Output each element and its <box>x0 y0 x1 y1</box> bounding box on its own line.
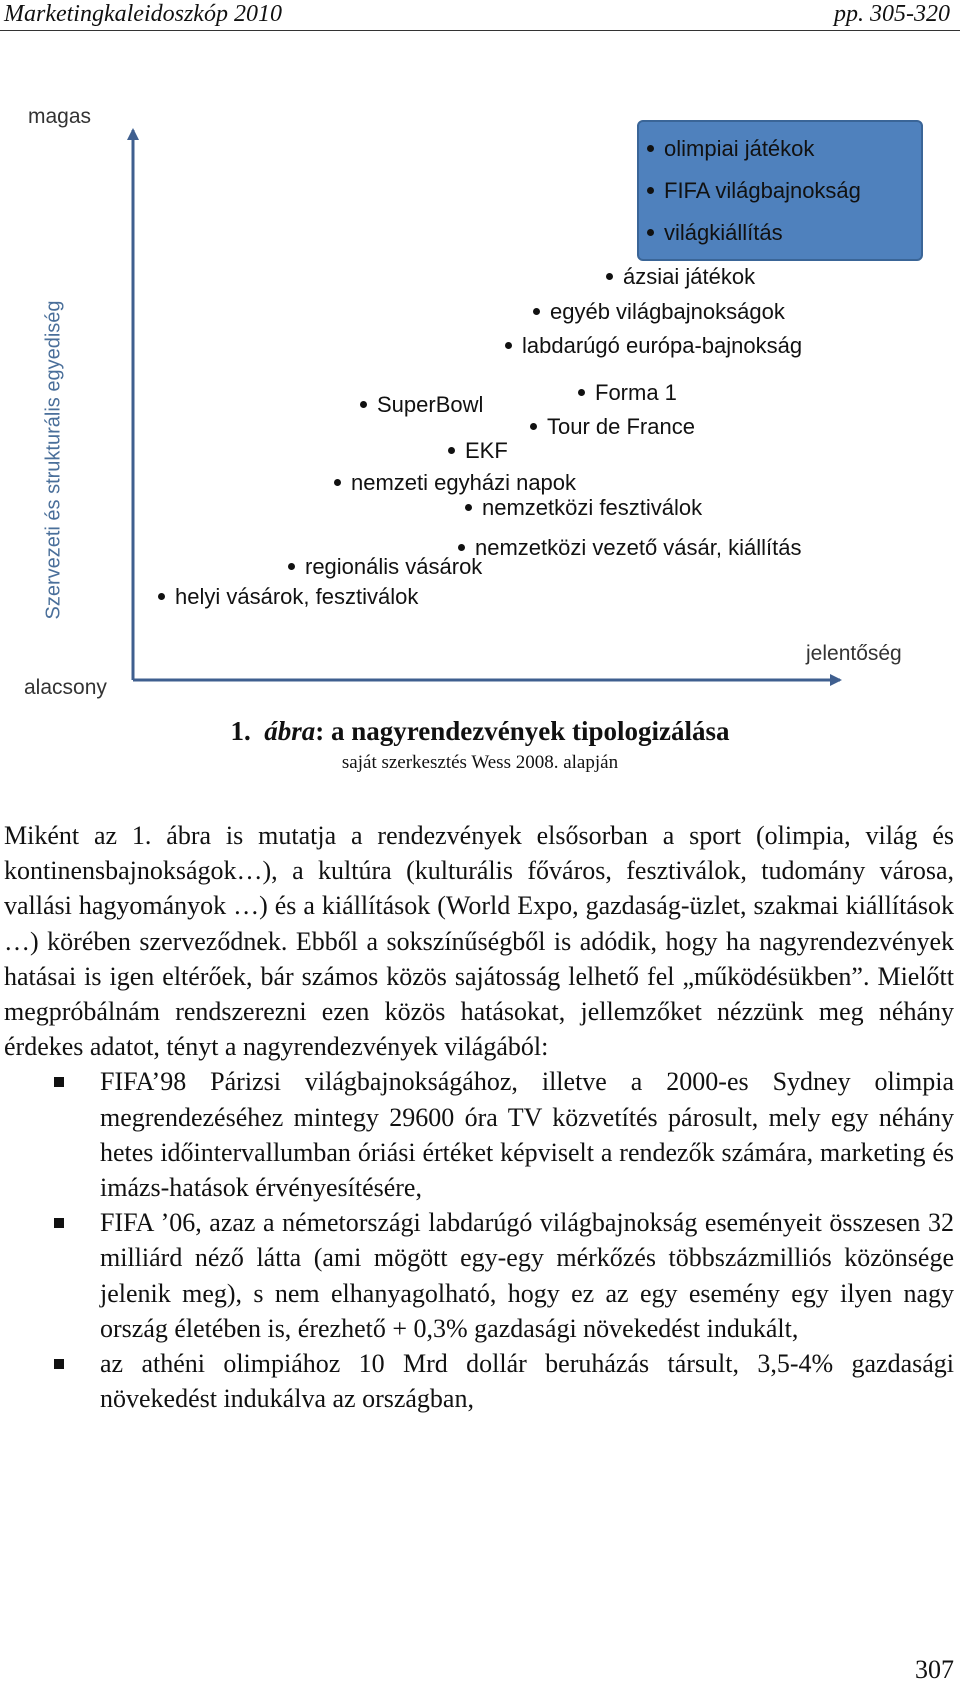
highlight-box <box>637 120 923 261</box>
figure-item <box>334 470 576 496</box>
page-number: 307 <box>915 1655 954 1684</box>
figure-item-label: labdarúgó európa-bajnokság <box>522 333 803 358</box>
square-bullet-icon <box>54 1359 64 1369</box>
bullet-dot-icon <box>533 308 540 315</box>
bullet-dot-icon <box>458 544 465 551</box>
figure-item-label: Forma 1 <box>595 380 677 405</box>
square-bullet-icon <box>54 1218 64 1228</box>
figure-item <box>360 392 483 418</box>
bullet-dot-icon <box>647 229 654 236</box>
bullet-dot-icon <box>360 401 367 408</box>
caption-number: 1. <box>230 716 251 746</box>
bullet-dot-icon <box>530 423 537 430</box>
box-item-label: FIFA világbajnokság <box>664 178 861 203</box>
list-item <box>4 1205 954 1346</box>
figure-item <box>288 554 482 580</box>
bullet-dot-icon <box>505 342 512 349</box>
y-axis-title: Szervezeti és strukturális egyediség <box>42 300 65 620</box>
box-item-label: világkiállítás <box>664 220 783 245</box>
figure-item <box>465 495 702 521</box>
list-item-text: FIFA ’06, azaz a németországi labdarúgó világbajnokság eseményeit összesen 32 milliárd néző látta (ami mögött egy-egy mérkőzés többszázmilliós közönsége jelenik meg), s nem elhanyagolható, hogy ez az egy esemény egy ilyen nagy ország életében is, érezhető + 0,3% gazdasági növekedést indukált, <box>100 1208 954 1343</box>
bullet-dot-icon <box>647 187 654 194</box>
figure-item <box>533 299 785 325</box>
bullet-dot-icon <box>606 273 613 280</box>
page-range: pp. 305-320 <box>834 1 950 27</box>
figure-item-label: ázsiai játékok <box>623 264 756 289</box>
x-axis-label: jelentőség <box>806 642 902 665</box>
figure-item-label: nemzetközi fesztiválok <box>482 495 703 520</box>
figure-item-label: nemzetközi vezető vásár, kiállítás <box>475 535 802 560</box>
figure-item <box>158 584 418 610</box>
figure-caption-title <box>0 716 960 747</box>
list-item <box>4 1346 954 1416</box>
list-item-text: az athéni olimpiához 10 Mrd dollár beruházás társult, 3,5-4% gazdasági növekedést indukálva az országban, <box>100 1349 954 1414</box>
body-text <box>4 818 954 1416</box>
figure-item <box>530 414 695 440</box>
journal-title: Marketingkaleidoszkóp 2010 <box>4 1 282 27</box>
bullet-list <box>4 1064 954 1416</box>
bullet-dot-icon <box>158 593 165 600</box>
caption-text: : a nagyrendezvények tipologizálása <box>315 716 730 746</box>
y-axis-top-label: magas <box>28 105 92 128</box>
bullet-dot-icon <box>465 504 472 511</box>
bullet-dot-icon <box>578 389 585 396</box>
box-item <box>639 128 921 170</box>
figure-item-label: SuperBowl <box>377 392 484 417</box>
figure-item-label: helyi vásárok, fesztiválok <box>175 584 419 609</box>
figure-item <box>578 380 677 406</box>
figure-item-label: regionális vásárok <box>305 554 483 579</box>
figure-item <box>458 535 801 561</box>
list-item-text: FIFA’98 Párizsi világbajnokságához, illetve a 2000-es Sydney olimpia megrendezéséhez mintegy 29600 óra TV közvetítés párosult, mely egy néhány hetes időintervallumban óriási értéket képviselt a rendezők számára, marketing és imázs-hatások érvényesítésére, <box>100 1067 954 1203</box>
square-bullet-icon <box>54 1077 64 1087</box>
box-item-label: olimpiai játékok <box>664 136 815 161</box>
figure-typology <box>0 90 960 710</box>
box-item <box>639 212 921 254</box>
bullet-dot-icon <box>288 563 295 570</box>
bullet-dot-icon <box>448 447 455 454</box>
list-item <box>4 1064 954 1205</box>
figure-item-label: egyéb világbajnokságok <box>550 299 785 324</box>
figure-item <box>448 438 508 464</box>
page-header <box>0 0 960 31</box>
box-item <box>639 170 921 212</box>
bullet-dot-icon <box>334 479 341 486</box>
bullet-dot-icon <box>647 145 654 152</box>
figure-item <box>606 264 755 290</box>
figure-caption-source: saját szerkesztés Wess 2008. alapján <box>341 752 619 773</box>
figure-item <box>505 333 802 359</box>
figure-item-label: Tour de France <box>547 414 695 439</box>
body-paragraph: Miként az 1. ábra is mutatja a rendezvények elsősorban a sport (olimpia, világ és kontinensbajnokságok…), a kultúra (kulturális főváros, fesztiválok, tudomány városa, vallási hagyományok …) és a kiállítások (World Expo, gazdaság-üzlet, szakmai kiállítások …) körében szerveződnek. Ebből a sokszínűségből is adódik, hogy ha nagyrendezvények hatásai is igen eltérőek, bár számos közös sajátosság lelhető fel „működésükben”. Mielőtt megpróbálnám rendszerezni ezen közös hatásokat, jellemzőket nézzünk meg néhány érdekes adatot, tényt a nagyrendezvények világából: <box>4 821 954 1062</box>
caption-label: ábra <box>264 716 316 746</box>
figure-item-label: EKF <box>465 438 508 463</box>
figure-item-label: nemzeti egyházi napok <box>351 470 577 495</box>
origin-label: alacsony <box>24 676 107 699</box>
